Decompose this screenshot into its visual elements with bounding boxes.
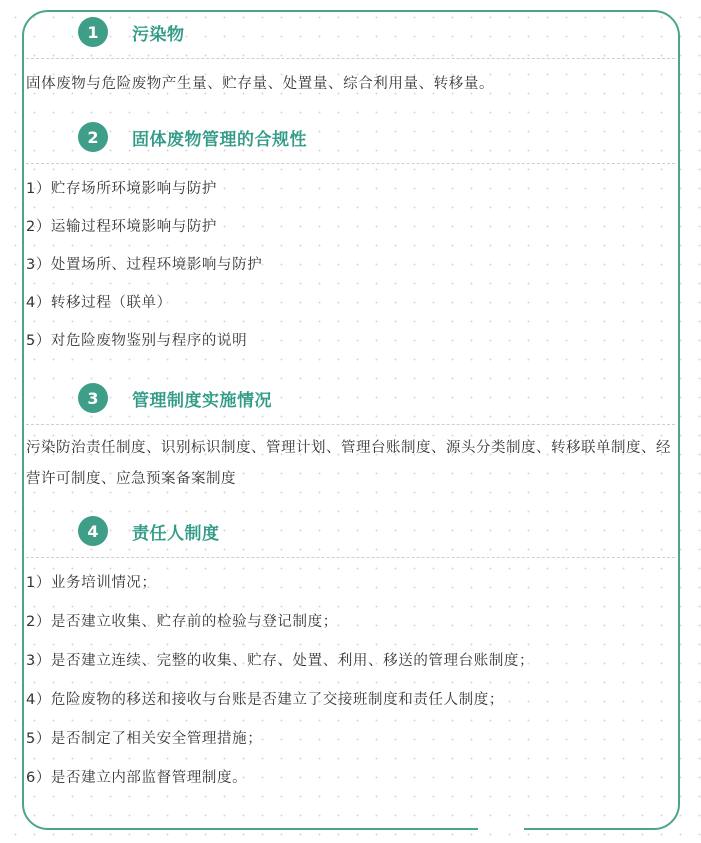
section-1-header [0,10,701,54]
frame-bottom-notch [478,822,524,832]
list-item: 1）业务培训情况； [26,575,157,591]
section-1-number-badge: 1 [78,17,108,47]
section-3-header [0,376,701,420]
section-1 [0,10,701,105]
section-1-paragraph: 固体废物与危险废物产生量、贮存量、处置量、综合利用量、转移量。 [26,76,495,92]
list-item: 5）对危险废物鉴别与程序的说明 [26,333,248,349]
list-item: 4）转移过程（联单） [26,295,172,311]
list-item: 3）是否建立连续、完整的收集、贮存、处置、利用、移送的管理台账制度； [26,653,535,669]
section-3-paragraph: 污染防治责任制度、识别标识制度、管理计划、管理台账制度、源头分类制度、转移联单制度、经营许可制度、应急预案备案制度 [26,440,671,487]
section-4-list [0,558,701,804]
section-2 [0,115,701,366]
list-item: 2）是否建立收集、贮存前的检验与登记制度； [26,614,338,630]
section-2-header [0,115,701,159]
section-4-title: 责任人制度 [132,523,220,544]
section-2-title: 固体废物管理的合规性 [132,129,307,150]
list-item: 1）贮存场所环境影响与防护 [26,181,218,197]
section-4 [0,509,701,804]
list-item: 5）是否制定了相关安全管理措施； [26,731,263,747]
section-4-header [0,509,701,553]
section-3-number-badge: 3 [78,383,108,413]
section-1-title: 污染物 [132,24,185,45]
section-4-number-badge: 4 [78,516,108,546]
section-2-list [0,164,701,366]
list-item: 6）是否建立内部监督管理制度。 [26,770,248,786]
section-2-number-badge: 2 [78,122,108,152]
list-item: 3）处置场所、过程环境影响与防护 [26,257,263,273]
section-3-title: 管理制度实施情况 [132,390,272,411]
list-item: 4）危险废物的移送和接收与台账是否建立了交接班制度和责任人制度； [26,692,504,708]
list-item: 2）运输过程环境影响与防护 [26,219,218,235]
section-3 [0,376,701,499]
